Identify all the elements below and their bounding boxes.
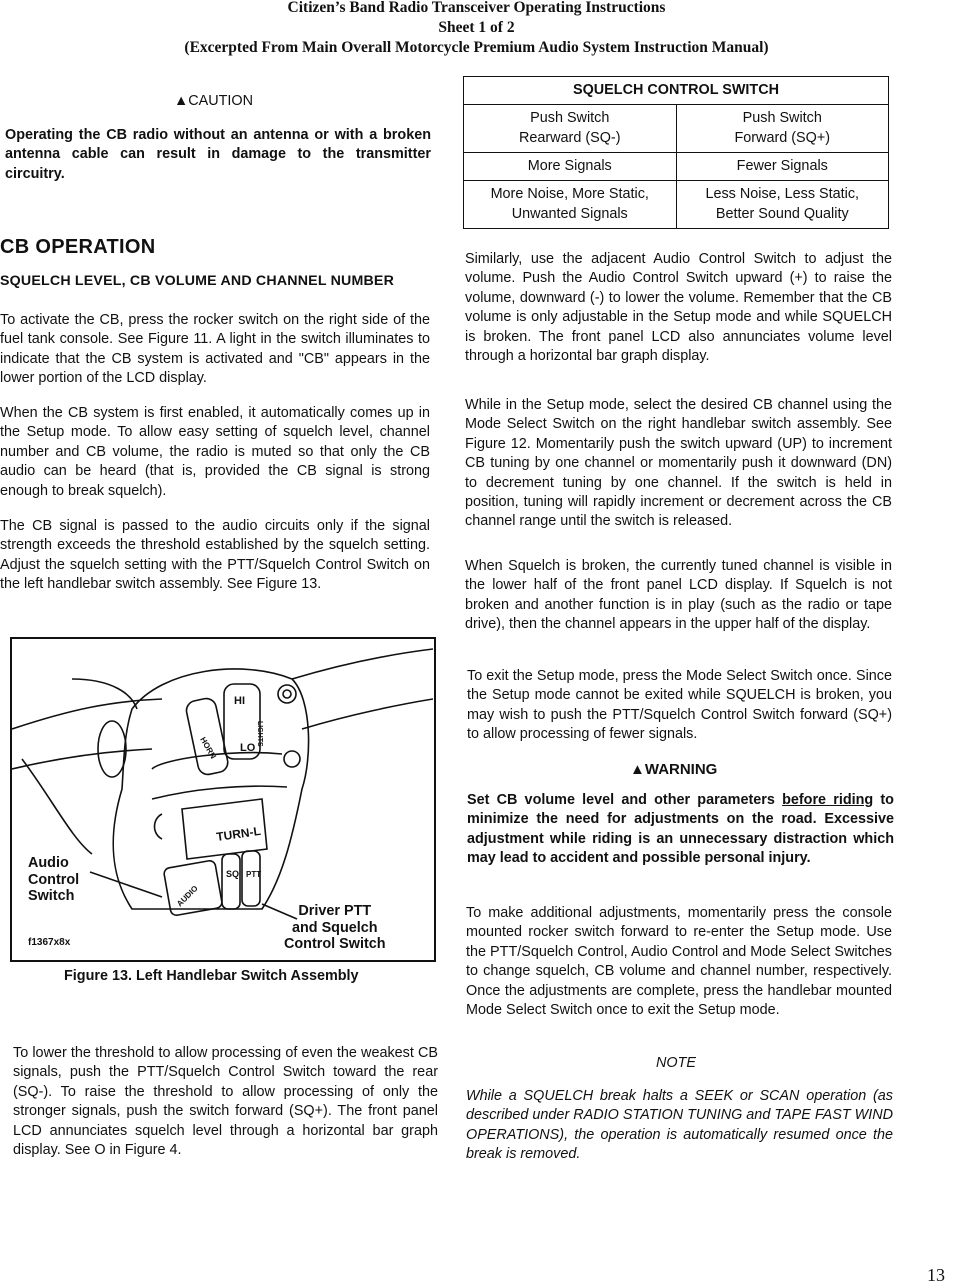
warning-triangle-icon: ▲ bbox=[174, 93, 189, 109]
paragraph-activate: To activate the CB, press the rocker switch on the right side of the fuel tank console. See Figure 11. A light in the switch illuminates to indicate that the CB system is activated and "CB" appears in the lower portion of the LCD display. bbox=[0, 312, 430, 387]
figure-handlebar bbox=[10, 637, 436, 962]
warning-text-end: to minimize the need for adjustments on the road. Excessive adjustment while riding is an unnecessary distraction which may lead to accident and possible personal injury. bbox=[467, 792, 894, 867]
paragraph-squelch: The CB signal is passed to the audio circuits only if the signal strength exceeds the threshold established by the squelch setting. Adjust the squelch setting with the PTT/Squelch Control Switch on the left handlebar switch assembly. See Figure 13. bbox=[0, 518, 430, 593]
table-cell: More Noise, More Static, Unwanted Signals bbox=[464, 181, 677, 229]
caution-text: Operating the CB radio without an antenna or with a broken antenna cable can result in damage to the transmitter circuitry. bbox=[5, 127, 431, 182]
paragraph-exit-setup: To exit the Setup mode, press the Mode Select Switch once. Since the Setup mode cannot be exited while SQUELCH is broken, you may wish to push the PTT/Squelch Control Switch forward (SQ+) to allow processing of fewer signals. bbox=[467, 668, 892, 743]
section-heading: CB OPERATION bbox=[0, 236, 156, 258]
table-cell: Push Switch Rearward (SQ-) bbox=[464, 105, 677, 153]
sq-label: SQ bbox=[226, 869, 240, 879]
table-cell: More Signals bbox=[464, 153, 677, 181]
paragraph-setup-mode: When the CB system is first enabled, it automatically comes up in the Setup mode. To allow easy setting of squelch level, channel number and CB volume, the radio is muted so that only the CB audio can be heard (that is, provided the CB signal is strong enough to break squelch). bbox=[0, 405, 430, 499]
warning-text-start: Set CB volume level and other parameters bbox=[467, 792, 783, 808]
document-title: Citizen’s Band Radio Transceiver Operating Instructions bbox=[287, 0, 666, 16]
table-cell: Fewer Signals bbox=[676, 153, 889, 181]
page-number: 13 bbox=[927, 1265, 945, 1285]
hi-label: HI bbox=[234, 695, 245, 707]
table-title: SQUELCH CONTROL SWITCH bbox=[464, 77, 889, 105]
lo-label: LO bbox=[240, 742, 256, 754]
ptt-callout-line3: Control Switch bbox=[284, 936, 386, 952]
figure-id: f1367x8x bbox=[28, 937, 71, 948]
note-title: NOTE bbox=[656, 1055, 696, 1071]
warning-heading bbox=[630, 761, 717, 778]
table-cell: Less Noise, Less Static, Better Sound Quality bbox=[676, 181, 889, 229]
paragraph-additional-adjustments: To make additional adjustments, momentarily press the console mounted rocker switch forward to re-enter the Setup mode. Use the PTT/Squelch Control, Audio Control and Mode Select Switches to change squelch, CB volume and channel number, respectively. Once the adjustments are complete, press the handlebar mounted Mode Select Switch once to exit the Setup mode. bbox=[466, 905, 892, 1019]
document-subtitle: (Excerpted From Main Overall Motorcycle Premium Audio System Instruction Manual) bbox=[184, 39, 769, 56]
audio-control-callout bbox=[28, 855, 79, 905]
caution-title: CAUTION bbox=[188, 93, 254, 109]
paragraph-threshold: To lower the threshold to allow processing of even the weakest CB signals, push the PTT/Squelch Control Switch toward the rear (SQ-). To raise the threshold to allow processing of only the stronger signals, push the switch forward (SQ+). The front panel LCD annunciates squelch level through a horizontal bar graph display. See O in Figure 4. bbox=[13, 1045, 438, 1159]
ptt-callout-line2: and Squelch bbox=[291, 919, 378, 936]
warning-text bbox=[467, 791, 894, 869]
audio-callout-line2: Control bbox=[28, 871, 80, 888]
ptt-label: PTT bbox=[246, 870, 262, 879]
caution-heading bbox=[174, 93, 253, 109]
audio-label: AUDIO bbox=[175, 883, 200, 909]
warning-title: WARNING bbox=[644, 761, 718, 778]
warning-text-emphasis: before riding bbox=[782, 792, 874, 808]
turn-label: TURN-L bbox=[215, 823, 262, 844]
audio-callout-line3: Switch bbox=[28, 888, 75, 904]
table-cell: Push Switch Forward (SQ+) bbox=[676, 105, 889, 153]
paragraph-channel-select: While in the Setup mode, select the desired CB channel using the Mode Select Switch on the right handlebar switch assembly. See Figure 12. Momentarily push the switch upward (UP) to increment CB tuning by one channel or momentarily push it downward (DN) to decrement tuning by one channel. If the switch is held in position, tuning will rapidly increment or decrement across the CB channel range until the switch is released. bbox=[465, 397, 892, 530]
sheet-indicator: Sheet 1 of 2 bbox=[438, 19, 515, 36]
figure-caption: Figure 13. Left Handlebar Switch Assembly bbox=[64, 968, 359, 984]
warning-triangle-icon: ▲ bbox=[630, 761, 645, 778]
paragraph-audio-control: Similarly, use the adjacent Audio Control Switch to adjust the volume. Push the Audio Control Switch upward (+) to raise the volume, downward (-) to lower the volume. Remember that the CB volume is only adjustable in the Setup mode and while SQUELCH is broken. The front panel LCD also annunciates volume level through a horizontal bar graph display. bbox=[465, 251, 892, 365]
squelch-control-table bbox=[463, 76, 889, 229]
ptt-squelch-callout bbox=[284, 903, 386, 953]
paragraph-squelch-broken: When Squelch is broken, the currently tuned channel is visible in the lower half of the front panel LCD display. If Squelch is not broken and another function is in play (such as the radio or tape drive), then the channel appears in the upper half of the display. bbox=[465, 558, 892, 633]
note-text: While a SQUELCH break halts a SEEK or SCAN operation (as described under RADIO STATION TUNING and TAPE FAST WIND OPERATIONS), the operation is automatically resumed once the break is removed. bbox=[466, 1088, 893, 1163]
subsection-heading: SQUELCH LEVEL, CB VOLUME AND CHANNEL NUMBER bbox=[0, 273, 395, 289]
lights-label: LIGHTS bbox=[256, 721, 263, 747]
audio-callout-line1: Audio bbox=[28, 855, 69, 871]
ptt-callout-line1: Driver PTT bbox=[298, 903, 372, 919]
horn-label: HORN bbox=[198, 735, 218, 761]
